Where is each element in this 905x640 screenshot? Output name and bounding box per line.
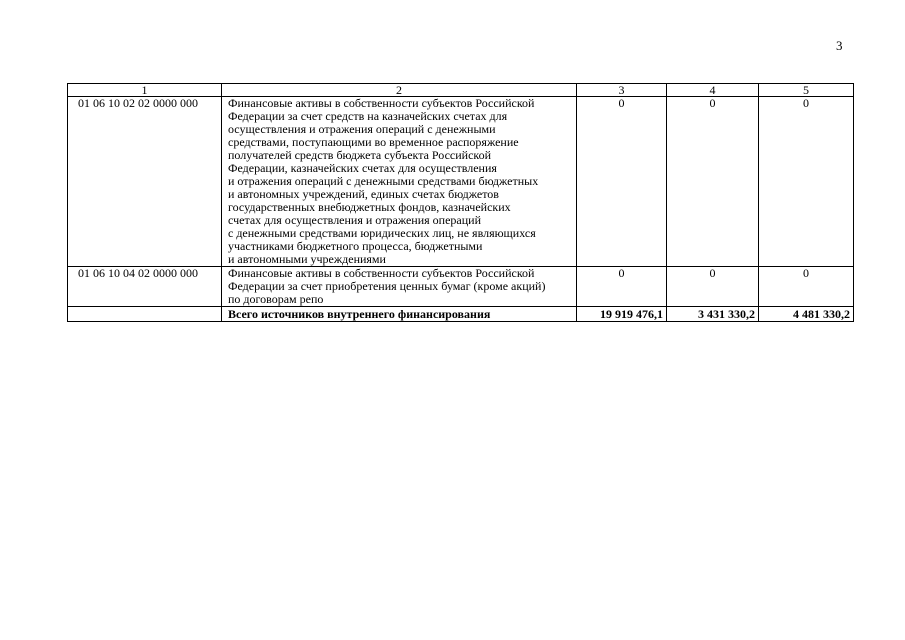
row-code: 01 06 10 02 02 0000 000 (68, 97, 222, 267)
desc-line: и автономных учреждений, единых счетах бюджетов (228, 187, 499, 201)
total-code (68, 307, 222, 322)
total-value-col-4: 3 431 330,2 (667, 307, 759, 322)
row-code: 01 06 10 04 02 0000 000 (68, 267, 222, 307)
desc-line: осуществления и отражения операций с денежными (228, 122, 496, 136)
desc-line: Федерации за счет средств на казначейских счетах для (228, 109, 508, 123)
table-row (68, 267, 854, 307)
row-value-col-4: 0 (667, 267, 759, 307)
desc-line: счетах для осуществления и отражения операций (228, 213, 482, 227)
desc-line: с денежными средствами юридических лиц, не являющихся (228, 226, 536, 240)
row-value-col-4: 0 (667, 97, 759, 267)
row-value-col-5: 0 (759, 97, 854, 267)
desc-line: Федерации, казначейских счетах для осуществления (228, 161, 497, 175)
desc-line: и автономными учреждениями (228, 252, 386, 266)
header-col-5: 5 (759, 84, 854, 97)
row-value-col-5: 0 (759, 267, 854, 307)
desc-line: средствами, поступающими во временное распоряжение (228, 135, 519, 149)
total-value-col-5: 4 481 330,2 (759, 307, 854, 322)
sources-table (67, 83, 854, 322)
row-value-col-3: 0 (577, 267, 667, 307)
desc-line: Финансовые активы в собственности субъектов Российской (228, 96, 535, 110)
header-col-3: 3 (577, 84, 667, 97)
desc-line: и отражения операций с денежными средствами бюджетных (228, 174, 539, 188)
desc-line: по договорам репо (228, 292, 324, 306)
desc-line: участниками бюджетного процесса, бюджетными (228, 239, 483, 253)
desc-line: получателей средств бюджета субъекта Российской (228, 148, 492, 162)
desc-line: Финансовые активы в собственности субъектов Российской (228, 266, 535, 280)
row-description (222, 97, 577, 267)
total-value-col-3: 19 919 476,1 (577, 307, 667, 322)
row-value-col-3: 0 (577, 97, 667, 267)
desc-line: государственных внебюджетных фондов, казначейских (228, 200, 511, 214)
header-col-2: 2 (222, 84, 577, 97)
row-description (222, 267, 577, 307)
header-col-1: 1 (68, 84, 222, 97)
table-row (68, 97, 854, 267)
total-label: Всего источников внутреннего финансирования (222, 307, 577, 322)
header-col-4: 4 (667, 84, 759, 97)
desc-line: Федерации за счет приобретения ценных бумаг (кроме акций) (228, 279, 546, 293)
total-row (68, 307, 854, 322)
page-number: 3 (836, 38, 843, 53)
table-header-row (68, 84, 854, 97)
